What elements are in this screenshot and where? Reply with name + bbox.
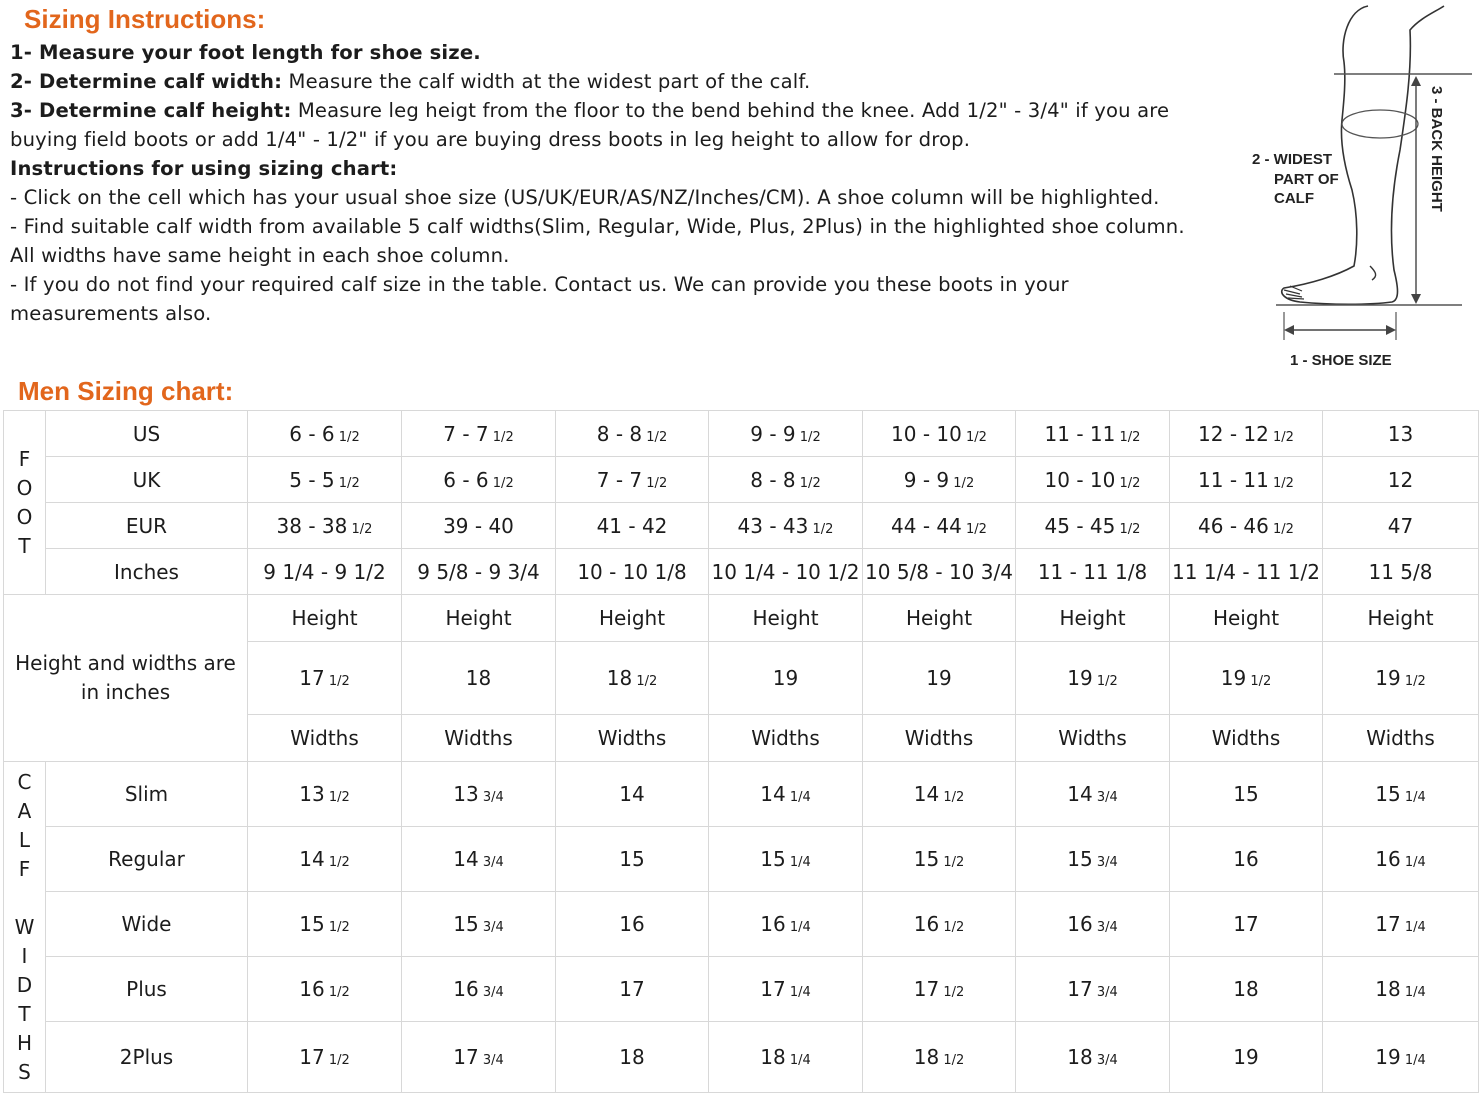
leg-measurement-diagram <box>1240 0 1480 380</box>
size-system-label: EUR <box>46 503 248 549</box>
cell-value: 19 <box>1375 666 1401 690</box>
cell-value: 18 <box>465 666 492 690</box>
cell-value: 14 <box>453 847 479 871</box>
calf-width-cell[interactable] <box>1323 892 1479 957</box>
cell-fraction: 3/4 <box>478 1053 504 1068</box>
side-letter: O <box>16 504 33 529</box>
shoe-size-cell[interactable] <box>556 503 709 549</box>
shoe-size-cell[interactable] <box>402 411 556 457</box>
cell-value: 17 <box>1233 912 1259 936</box>
calf-width-cell[interactable] <box>709 762 863 827</box>
foot-side-label <box>4 411 46 595</box>
cell-value: 17 <box>619 977 645 1001</box>
cell-fraction: 1/2 <box>324 674 350 689</box>
cell-fraction: 1/2 <box>961 429 987 445</box>
men-sizing-chart-heading: Men Sizing chart: <box>18 376 234 406</box>
calf-width-cell[interactable] <box>402 827 556 892</box>
cell-fraction: 1/2 <box>642 475 668 491</box>
widths-header: Widths <box>556 715 709 762</box>
shoe-size-cell[interactable] <box>248 411 402 457</box>
calf-width-cell[interactable] <box>1170 827 1323 892</box>
cell-value: 13 <box>299 782 325 806</box>
shoe-size-cell[interactable] <box>248 503 402 549</box>
cell-fraction: 1/2 <box>324 920 350 935</box>
foot-row <box>4 457 1479 503</box>
cell-value: 7 - 7 <box>443 421 489 446</box>
cell-value: 9 - 9 <box>750 421 796 446</box>
cell-fraction: 1/2 <box>795 475 821 491</box>
height-header: Height <box>402 595 556 642</box>
cell-fraction: 3/4 <box>1092 985 1118 1000</box>
widths-header: Widths <box>863 715 1016 762</box>
calf-width-cell[interactable] <box>863 892 1016 957</box>
side-letter: T <box>18 1001 31 1026</box>
cell-value: 17 <box>1067 977 1093 1001</box>
cell-fraction: 1/2 <box>642 429 668 445</box>
shoe-size-cell[interactable] <box>1170 503 1323 549</box>
cell-value: 11 1/4 - 11 1/2 <box>1172 559 1320 584</box>
calf-width-cell[interactable] <box>1016 892 1170 957</box>
calf-width-row <box>4 827 1479 892</box>
cell-value: 15 <box>619 847 645 871</box>
size-system-label: UK <box>46 457 248 503</box>
widest-label-2: PART OF <box>1274 171 1339 188</box>
instruction-line-10: measurements also. <box>10 302 212 325</box>
height-header: Height <box>709 595 863 642</box>
cell-fraction: 3/4 <box>1092 855 1118 870</box>
cell-fraction: 1/4 <box>785 985 811 1000</box>
cell-value: 17 <box>913 977 940 1001</box>
shoe-size-cell[interactable] <box>1170 457 1323 503</box>
widths-header: Widths <box>1170 715 1323 762</box>
cell-value: 16 <box>1233 847 1259 871</box>
cell-value: 10 - 10 <box>1044 467 1116 492</box>
cell-fraction: 1/2 <box>324 985 350 1000</box>
cell-fraction: 1/2 <box>334 475 360 491</box>
calf-width-cell[interactable] <box>248 1022 402 1093</box>
shoe-size-cell[interactable] <box>1323 457 1479 503</box>
side-letter: L <box>18 827 31 852</box>
calf-width-row <box>4 762 1479 827</box>
height-header: Height <box>1016 595 1170 642</box>
cell-value: 10 1/4 - 10 1/2 <box>711 559 860 584</box>
cell-value: 18 <box>1067 1045 1093 1069</box>
cell-value: 16 <box>453 977 479 1001</box>
cell-value: 18 <box>1375 977 1401 1001</box>
calf-width-cell[interactable] <box>556 957 709 1022</box>
cell-fraction: 1/2 <box>939 920 965 935</box>
instruction-1-title: 1- Measure your foot length for shoe size. <box>10 41 481 64</box>
side-letter: A <box>17 798 32 823</box>
cell-fraction: 1/4 <box>785 920 811 935</box>
cell-fraction: 1/2 <box>939 1053 965 1068</box>
units-note-line: Height and widths are <box>15 651 236 675</box>
cell-fraction: 1/2 <box>1115 429 1141 445</box>
calf-width-cell[interactable] <box>402 957 556 1022</box>
cell-value: 15 <box>1067 847 1093 871</box>
cell-value: 19 <box>772 666 799 690</box>
cell-fraction: 1/2 <box>1115 475 1141 491</box>
calf-width-cell[interactable] <box>402 892 556 957</box>
calf-width-label: 2Plus <box>46 1022 248 1093</box>
calf-width-cell[interactable] <box>402 1022 556 1093</box>
cell-value: 16 <box>913 912 940 936</box>
cell-value: 17 <box>299 1045 325 1069</box>
calf-width-cell[interactable] <box>1323 827 1479 892</box>
cell-value: 15 <box>760 847 786 871</box>
cell-value: 16 <box>299 977 325 1001</box>
height-value-cell[interactable] <box>402 642 556 715</box>
cell-value: 17 <box>1375 912 1401 936</box>
cell-value: 16 <box>1067 912 1093 936</box>
height-value-cell[interactable] <box>1170 642 1323 715</box>
cell-value: 16 <box>619 912 645 936</box>
shoe-size-cell[interactable] <box>1170 549 1323 595</box>
calf-width-cell[interactable] <box>556 827 709 892</box>
cell-value: 19 <box>1375 1045 1401 1069</box>
calf-width-cell[interactable] <box>248 827 402 892</box>
instruction-3-title: 3- Determine calf height: <box>10 99 292 122</box>
cell-fraction: 1/2 <box>795 429 821 445</box>
calf-width-cell[interactable] <box>402 762 556 827</box>
side-letter: O <box>16 475 33 500</box>
cell-value: 19 <box>1067 666 1093 690</box>
shoe-size-cell[interactable] <box>863 503 1016 549</box>
cell-value: 10 5/8 - 10 3/4 <box>865 559 1013 584</box>
instruction-2-text: Measure the calf width at the widest part of the calf. <box>282 70 811 93</box>
cell-value: 19 <box>1220 666 1247 690</box>
cell-value: 18 <box>913 1045 940 1069</box>
shoe-size-cell[interactable] <box>1323 549 1479 595</box>
calf-width-cell[interactable] <box>248 892 402 957</box>
cell-value: 15 <box>1233 782 1259 806</box>
side-letter: T <box>18 533 31 558</box>
cell-value: 15 <box>913 847 940 871</box>
calf-width-cell[interactable] <box>709 827 863 892</box>
shoe-size-cell[interactable] <box>709 411 863 457</box>
calf-width-cell[interactable] <box>709 892 863 957</box>
cell-value: 11 - 11 <box>1198 467 1269 492</box>
calf-width-cell[interactable] <box>248 762 402 827</box>
cell-fraction: 3/4 <box>1092 920 1118 935</box>
calf-width-cell[interactable] <box>863 1022 1016 1093</box>
calf-width-row <box>4 892 1479 957</box>
calf-width-cell[interactable] <box>1170 1022 1323 1093</box>
instruction-line-5 <box>10 154 1240 183</box>
calf-width-cell[interactable] <box>1323 1022 1479 1093</box>
cell-value: 8 - 8 <box>750 467 796 492</box>
calf-width-cell[interactable] <box>1016 762 1170 827</box>
cell-value: 9 - 9 <box>903 467 950 492</box>
cell-value: 5 - 5 <box>289 467 335 492</box>
sizing-instructions-heading: Sizing Instructions: <box>24 4 266 34</box>
calf-width-cell[interactable] <box>863 827 1016 892</box>
shoe-size-cell[interactable] <box>248 457 402 503</box>
calf-width-cell[interactable] <box>556 892 709 957</box>
cell-fraction: 1/2 <box>488 475 514 491</box>
back-height-label: 3 - BACK HEIGHT <box>1428 86 1445 212</box>
side-letter: W <box>14 914 35 939</box>
instruction-line-6: - Click on the cell which has your usual shoe size (US/UK/EUR/AS/NZ/Inches/CM). A shoe column will be highlighted. <box>10 186 1160 209</box>
shoe-size-cell[interactable] <box>402 549 556 595</box>
foot-row <box>4 549 1479 595</box>
cell-value: 12 - 12 <box>1198 421 1269 446</box>
cell-fraction: 1/2 <box>1246 674 1272 689</box>
foot-row <box>4 411 1479 457</box>
calf-width-label: Regular <box>46 827 248 892</box>
cell-value: 8 - 8 <box>596 421 643 446</box>
calf-width-cell[interactable] <box>1016 1022 1170 1093</box>
cell-value: 15 <box>453 912 479 936</box>
cell-value: 14 <box>1067 782 1093 806</box>
side-letter: I <box>21 943 28 968</box>
shoe-size-cell[interactable] <box>248 549 402 595</box>
cell-value: 10 - 10 <box>891 421 962 446</box>
cell-fraction: 1/2 <box>939 790 965 805</box>
calf-width-cell[interactable] <box>1170 892 1323 957</box>
cell-value: 46 - 46 <box>1198 513 1269 538</box>
cell-value: 41 - 42 <box>596 513 668 538</box>
cell-fraction: 1/4 <box>785 1053 811 1068</box>
calf-width-cell[interactable] <box>1016 957 1170 1022</box>
shoe-size-cell[interactable] <box>863 549 1016 595</box>
cell-value: 15 <box>299 912 325 936</box>
calf-width-cell[interactable] <box>1170 762 1323 827</box>
cell-fraction: 3/4 <box>478 985 504 1000</box>
cell-value: 45 - 45 <box>1044 513 1116 538</box>
shoe-size-cell[interactable] <box>1323 503 1479 549</box>
calf-width-row <box>4 957 1479 1022</box>
shoe-size-cell[interactable] <box>863 457 1016 503</box>
cell-value: 39 - 40 <box>443 513 514 538</box>
calf-width-cell[interactable] <box>709 1022 863 1093</box>
side-letter: C <box>17 769 32 794</box>
cell-value: 14 <box>760 782 786 806</box>
units-note-line: in inches <box>80 680 171 704</box>
cell-value: 44 - 44 <box>891 513 962 538</box>
cell-fraction: 3/4 <box>478 855 504 870</box>
units-note <box>4 595 248 762</box>
instruction-3-text: Measure leg heigt from the floor to the bend behind the knee. Add 1/2" - 3/4" if you are <box>291 99 1170 122</box>
widths-header: Widths <box>1323 715 1479 762</box>
cell-value: 13 <box>453 782 479 806</box>
cell-value: 6 - 6 <box>443 467 489 492</box>
widths-header: Widths <box>402 715 556 762</box>
cell-fraction: 1/2 <box>334 429 360 445</box>
instruction-line-9: - If you do not find your required calf size in the table. Contact us. We can provide you these boots in your <box>10 273 1069 296</box>
cell-value: 12 <box>1387 467 1414 492</box>
calf-width-cell[interactable] <box>1170 957 1323 1022</box>
shoe-size-cell[interactable] <box>1016 457 1170 503</box>
instructions-block <box>10 38 1240 328</box>
cell-fraction: 1/4 <box>785 855 811 870</box>
cell-value: 14 <box>913 782 940 806</box>
cell-value: 18 <box>1233 977 1259 1001</box>
cell-value: 6 - 6 <box>289 421 335 446</box>
cell-value: 17 <box>760 977 786 1001</box>
shoe-size-cell[interactable] <box>1016 411 1170 457</box>
cell-value: 15 <box>1375 782 1401 806</box>
side-letter: S <box>18 1059 31 1084</box>
widths-header: Widths <box>1016 715 1170 762</box>
cell-fraction: 1/2 <box>808 521 834 537</box>
instruction-line-2 <box>10 67 1240 96</box>
height-header: Height <box>556 595 709 642</box>
cell-value: 19 <box>926 666 952 690</box>
cell-value: 10 - 10 1/8 <box>577 559 687 584</box>
cell-value: 17 <box>453 1045 479 1069</box>
cell-fraction: 1/2 <box>1268 521 1294 537</box>
cell-fraction: 3/4 <box>478 920 504 935</box>
side-letter: D <box>16 972 33 997</box>
cell-value: 18 <box>619 1045 645 1069</box>
instruction-line-8: All widths have same height in each shoe column. <box>10 244 510 267</box>
cell-fraction: 1/2 <box>939 985 965 1000</box>
cell-value: 11 - 11 1/8 <box>1037 559 1148 584</box>
cell-fraction: 1/2 <box>949 475 975 491</box>
height-header: Height <box>248 595 402 642</box>
cell-value: 38 - 38 <box>276 513 348 538</box>
cell-fraction: 1/2 <box>961 521 987 537</box>
cell-fraction: 1/2 <box>488 429 514 445</box>
chart-usage-title: Instructions for using sizing chart: <box>10 157 398 180</box>
shoe-size-cell[interactable] <box>402 503 556 549</box>
cell-value: 18 <box>606 666 633 690</box>
cell-value: 16 <box>760 912 786 936</box>
cell-fraction: 3/4 <box>478 790 504 805</box>
instruction-line-1 <box>10 38 1240 67</box>
widest-label-1: 2 - WIDEST <box>1252 151 1333 168</box>
shoe-size-cell[interactable] <box>1323 411 1479 457</box>
shoe-size-cell[interactable] <box>556 411 709 457</box>
size-system-label: Inches <box>46 549 248 595</box>
cell-value: 13 <box>1387 421 1414 446</box>
cell-fraction: 1/4 <box>1400 1053 1426 1068</box>
shoe-size-cell[interactable] <box>863 411 1016 457</box>
shoe-size-cell[interactable] <box>709 503 863 549</box>
height-value-cell[interactable] <box>1323 642 1479 715</box>
cell-fraction: 1/4 <box>785 790 811 805</box>
cell-fraction: 1/4 <box>1400 920 1426 935</box>
shoe-size-cell[interactable] <box>402 457 556 503</box>
calf-width-cell[interactable] <box>1016 827 1170 892</box>
cell-fraction: 3/4 <box>1092 1053 1118 1068</box>
calf-width-label: Slim <box>46 762 248 827</box>
widths-header: Widths <box>709 715 863 762</box>
cell-value: 19 <box>1233 1045 1259 1069</box>
cell-fraction: 1/4 <box>1400 985 1426 1000</box>
cell-value: 14 <box>299 847 325 871</box>
foot-row <box>4 503 1479 549</box>
cell-value: 9 1/4 - 9 1/2 <box>263 559 386 584</box>
height-value-cell[interactable] <box>1016 642 1170 715</box>
calf-width-cell[interactable] <box>248 957 402 1022</box>
instruction-line-3 <box>10 96 1240 125</box>
calf-width-label: Plus <box>46 957 248 1022</box>
calf-width-cell[interactable] <box>1323 762 1479 827</box>
calf-width-row <box>4 1022 1479 1093</box>
cell-value: 14 <box>619 782 645 806</box>
cell-fraction: 1/2 <box>632 674 658 689</box>
cell-fraction: 1/2 <box>1268 429 1294 445</box>
cell-value: 11 5/8 <box>1368 559 1433 584</box>
calf-width-cell[interactable] <box>556 762 709 827</box>
cell-value: 47 <box>1387 513 1414 538</box>
shoe-size-cell[interactable] <box>709 549 863 595</box>
shoe-size-cell[interactable] <box>1016 503 1170 549</box>
cell-value: 7 - 7 <box>596 467 643 492</box>
height-header-row <box>4 595 1479 642</box>
cell-fraction: 1/2 <box>1092 674 1118 689</box>
side-letter: F <box>18 856 31 881</box>
shoe-size-cell[interactable] <box>1016 549 1170 595</box>
cell-value: 16 <box>1375 847 1401 871</box>
instruction-2-title: 2- Determine calf width: <box>10 70 283 93</box>
cell-value: 9 5/8 - 9 3/4 <box>417 559 540 584</box>
cell-fraction: 1/2 <box>347 521 373 537</box>
men-sizing-chart <box>3 410 1479 1093</box>
cell-fraction: 3/4 <box>1092 790 1118 805</box>
height-value-cell[interactable] <box>863 642 1016 715</box>
calf-width-cell[interactable] <box>709 957 863 1022</box>
cell-fraction: 1/4 <box>1400 790 1426 805</box>
cell-fraction: 1/4 <box>1400 855 1426 870</box>
calf-width-label: Wide <box>46 892 248 957</box>
cell-fraction: 1/2 <box>1268 475 1294 491</box>
widest-label-3: CALF <box>1274 190 1314 207</box>
cell-fraction: 1/2 <box>1400 674 1426 689</box>
shoe-size-label: 1 - SHOE SIZE <box>1290 352 1392 369</box>
height-header: Height <box>863 595 1016 642</box>
instruction-line-7: - Find suitable calf width from available 5 calf widths(Slim, Regular, Wide, Plus, 2Plus) in the highlighted shoe column. <box>10 215 1185 238</box>
cell-value: 43 - 43 <box>737 513 809 538</box>
side-letter: H <box>16 1030 33 1055</box>
calf-width-cell[interactable] <box>556 1022 709 1093</box>
size-system-label: US <box>46 411 248 457</box>
side-letter: F <box>18 446 31 471</box>
cell-value: 11 - 11 <box>1044 421 1116 446</box>
shoe-size-cell[interactable] <box>556 549 709 595</box>
shoe-size-cell[interactable] <box>709 457 863 503</box>
instruction-line-4: buying field boots or add 1/4" - 1/2" if you are buying dress boots in leg height to allow for drop. <box>10 128 971 151</box>
cell-fraction: 1/2 <box>939 855 965 870</box>
height-header: Height <box>1170 595 1323 642</box>
cell-fraction: 1/2 <box>324 1053 350 1068</box>
shoe-size-cell[interactable] <box>1170 411 1323 457</box>
height-value-cell[interactable] <box>248 642 402 715</box>
calf-side-label <box>4 762 46 1093</box>
cell-fraction: 1/2 <box>1115 521 1141 537</box>
widths-header: Widths <box>248 715 402 762</box>
cell-fraction: 1/2 <box>324 790 350 805</box>
cell-fraction: 1/2 <box>324 855 350 870</box>
cell-value: 17 <box>299 666 325 690</box>
calf-width-cell[interactable] <box>863 762 1016 827</box>
height-header: Height <box>1323 595 1479 642</box>
calf-width-cell[interactable] <box>1323 957 1479 1022</box>
shoe-size-cell[interactable] <box>556 457 709 503</box>
cell-value: 18 <box>760 1045 786 1069</box>
calf-width-cell[interactable] <box>863 957 1016 1022</box>
height-value-cell[interactable] <box>709 642 863 715</box>
height-value-cell[interactable] <box>556 642 709 715</box>
side-letter <box>4 884 45 913</box>
